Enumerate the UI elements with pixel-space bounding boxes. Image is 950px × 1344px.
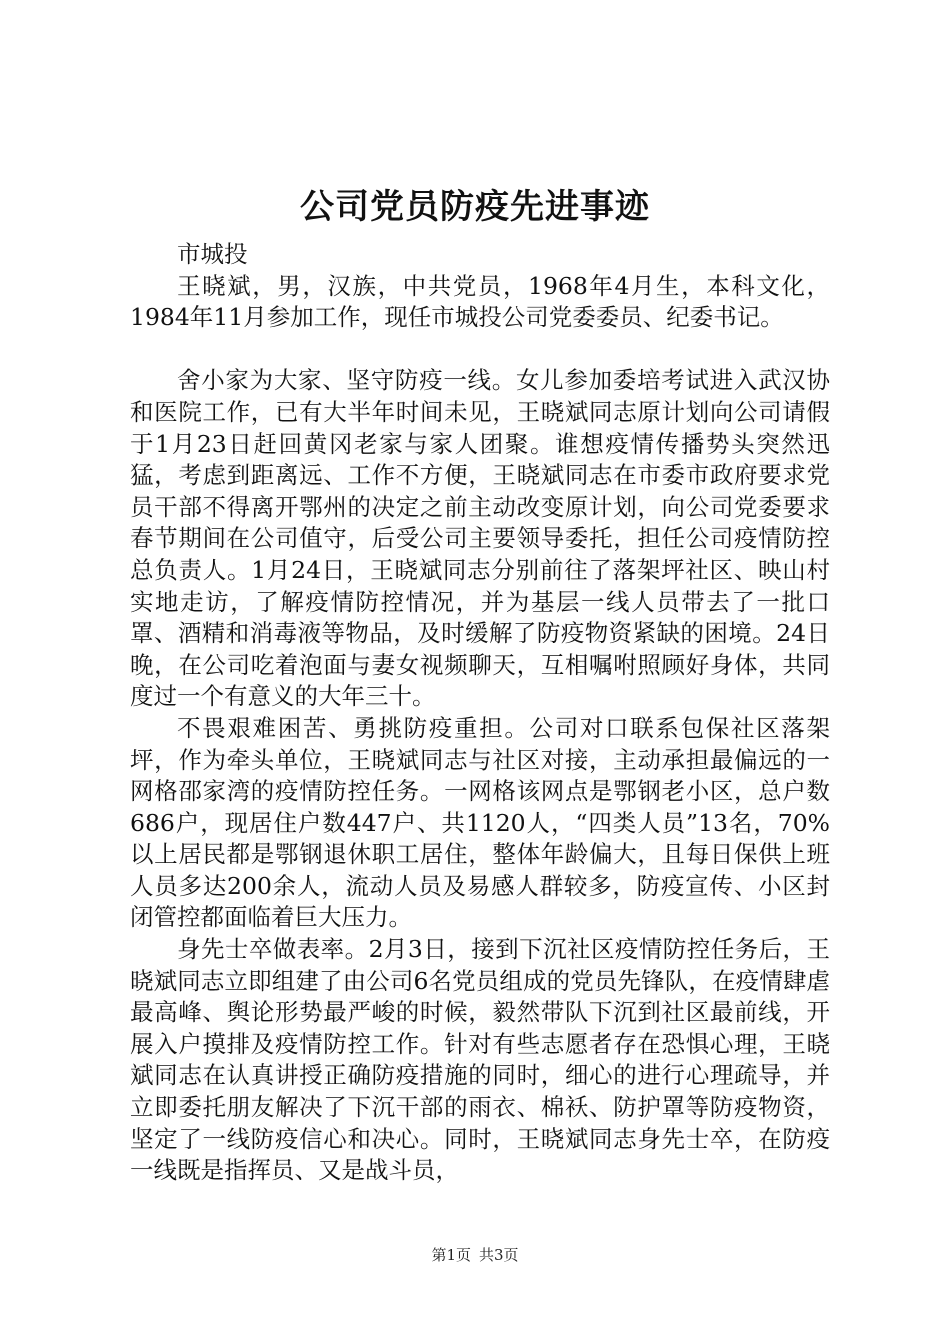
paragraph-take-responsibility: 不畏艰难困苦、勇挑防疫重担。公司对口联系包保社区落架坪，作为牵头单位，王晓斌同志与社区对接，主动承担最偏远的一网格邵家湾的疫情防控任务。一网格该网点是鄂钢老小区，总户数686户，现居住户数447户、共1120人，“四类人员”13名，70%以上居民都是鄂钢退休职工居住，整体年龄偏大，且每日保供上班人员多达200余人，流动人员及易感人群较多，防疫宣传、小区封闭管控都面临着巨大压力。 xyxy=(130,713,830,932)
paragraph-profile: 王晓斌，男，汉族，中共党员，1968年4月生，本科文化，1984年11月参加工作，现任市城投公司党委委员、纪委书记。 xyxy=(130,271,830,332)
paragraph-stay-on-duty: 舍小家为大家、坚守防疫一线。女儿参加委培考试进入武汉协和医院工作，已有大半年时间未见，王晓斌同志原计划向公司请假于1月23日赶回黄冈老家与家人团聚。谁想疫情传播势头突然迅猛，考虑到距离远、工作不方便，王晓斌同志在市委市政府要求党员干部不得离开鄂州的决定之前主动改变原计划，向公司党委要求春节期间在公司值守，后受公司主要领导委托，担任公司疫情防控总负责人。1月24日，王晓斌同志分别前往了落架坪社区、映山村实地走访，了解疫情防控情况，并为基层一线人员带去了一批口罩、酒精和消毒液等物品，及时缓解了防疫物资紧缺的困境。24日晚，在公司吃着泡面与妻女视频聊天，互相嘱咐照顾好身体，共同度过一个有意义的大年三十。 xyxy=(130,366,830,711)
document-body xyxy=(130,239,830,1187)
document-title: 公司党员防疫先进事迹 xyxy=(300,187,650,227)
page-number: 第1页 xyxy=(431,1246,471,1264)
author-line: 市城投 xyxy=(177,240,248,268)
page-total: 共3页 xyxy=(479,1246,519,1264)
page-footer xyxy=(0,1245,950,1265)
paragraph-lead-by-example: 身先士卒做表率。2月3日，接到下沉社区疫情防控任务后，王晓斌同志立即组建了由公司6名党员组成的党员先锋队，在疫情肆虐最高峰、舆论形势最严峻的时候，毅然带队下沉到社区最前线，开展入户摸排及疫情防控工作。针对有些志愿者存在恐惧心理，王晓斌同志在认真讲授正确防疫措施的同时，细心的进行心理疏导，并立即委托朋友解决了下沉干部的雨衣、棉袄、防护罩等防疫物资，坚定了一线防疫信心和决心。同时，王晓斌同志身先士卒，在防疫一线既是指挥员、又是战斗员， xyxy=(130,935,830,1185)
